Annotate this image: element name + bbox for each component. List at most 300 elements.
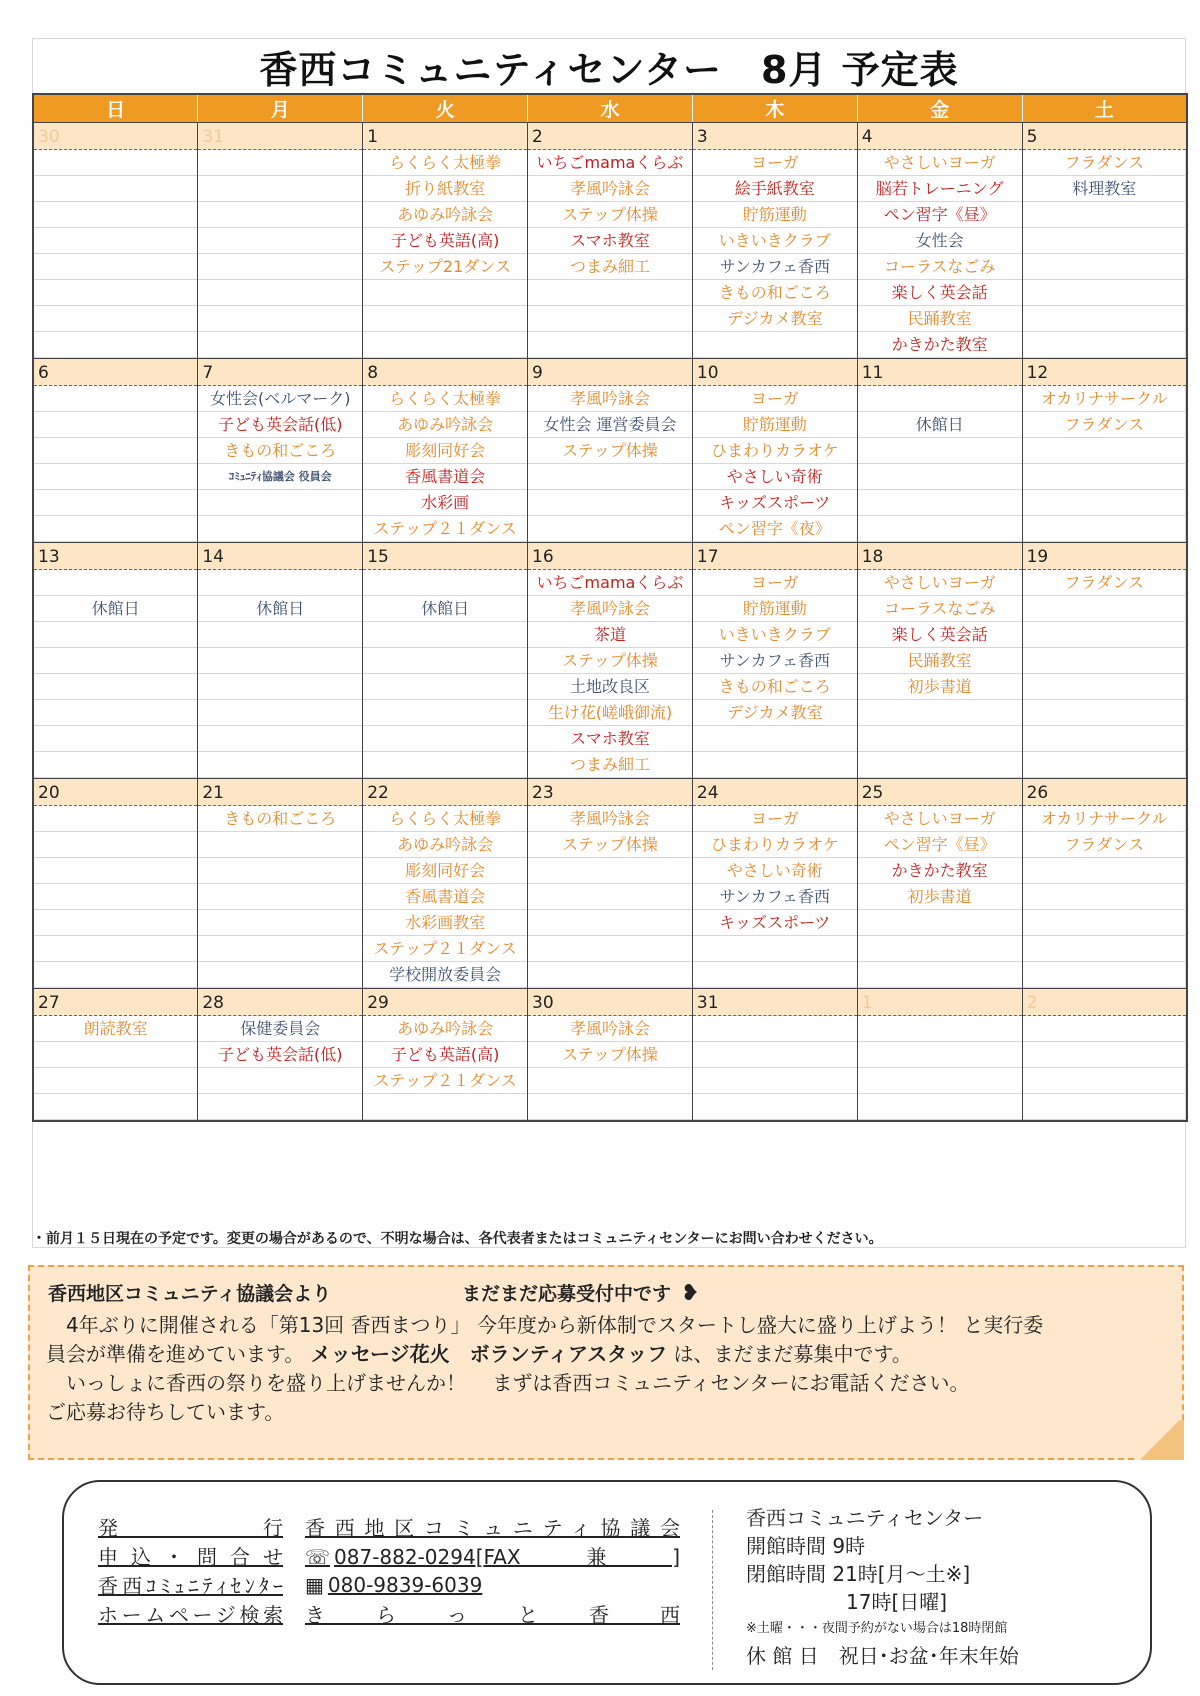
- event-item: きもの和ごころ: [224, 809, 337, 828]
- event-item: 絵手紙教室: [734, 179, 815, 198]
- empty-slot: [34, 412, 197, 438]
- empty-slot: [1023, 202, 1186, 228]
- event-item: 生け花(嵯峨御流): [547, 703, 673, 722]
- empty-slot: [858, 910, 1022, 936]
- phone-icon: ☏: [305, 1545, 331, 1569]
- event-item: 孝風吟詠会: [569, 179, 650, 198]
- event-item: いきいきクラブ: [718, 625, 831, 644]
- event-item: 休館日: [91, 599, 140, 618]
- day-cell: [1022, 542, 1187, 778]
- weekday-sat: 土: [1022, 94, 1187, 122]
- event-item: キッズスポーツ: [719, 493, 831, 512]
- empty-slot: [1023, 516, 1186, 542]
- empty-slot: [198, 858, 362, 884]
- empty-slot: [363, 726, 527, 752]
- event-item: つまみ細工: [569, 257, 650, 276]
- event-item: いきいきクラブ: [718, 231, 831, 250]
- empty-slot: [34, 1094, 197, 1120]
- empty-slot: [858, 752, 1022, 778]
- event-list: [1023, 570, 1186, 778]
- event-item: やさしいヨーガ: [883, 573, 996, 592]
- week-row: [33, 778, 1187, 988]
- page-curl-decoration: [1136, 1420, 1184, 1460]
- day-cell: [857, 988, 1022, 1121]
- event-item: 孝風吟詠会: [569, 809, 650, 828]
- day-cell: [692, 988, 857, 1121]
- day-number: 21: [198, 778, 362, 806]
- event-item: デジカメ教室: [726, 703, 823, 722]
- empty-slot: [34, 570, 197, 596]
- heart-icon: ❥: [681, 1281, 700, 1306]
- event-item: 彫刻同好会: [405, 441, 486, 460]
- event-item: 初歩書道: [907, 677, 972, 696]
- day-number: 11: [858, 358, 1022, 386]
- event-item: ステップ２１ダンス: [373, 1071, 517, 1090]
- empty-slot: [858, 490, 1022, 516]
- empty-slot: [363, 570, 527, 596]
- day-number: 3: [693, 122, 857, 150]
- empty-slot: [34, 438, 197, 464]
- day-cell: [33, 542, 198, 778]
- empty-slot: [34, 228, 197, 254]
- homepage-value[interactable]: きらっと香西: [305, 1603, 680, 1627]
- event-list: [198, 150, 362, 358]
- event-list: [693, 150, 857, 358]
- event-item: 子ども英語(高): [390, 1045, 500, 1064]
- empty-slot: [528, 1094, 692, 1120]
- empty-slot: [363, 280, 527, 306]
- day-cell: [1022, 358, 1187, 542]
- event-item: らくらく太極拳: [389, 389, 502, 408]
- empty-slot: [34, 386, 197, 412]
- event-list: [528, 570, 692, 778]
- empty-slot: [198, 280, 362, 306]
- event-item: 子ども英会話(低): [218, 415, 343, 434]
- empty-slot: [198, 254, 362, 280]
- empty-slot: [34, 884, 197, 910]
- event-item: ステップ２１ダンス: [373, 519, 517, 538]
- event-item: ステップ体操: [562, 205, 658, 224]
- publisher-value: 香西地区コミュニティ協議会: [305, 1516, 680, 1540]
- empty-slot: [693, 1068, 857, 1094]
- center-label: 香西ｺﾐｭﾆﾃｨｾﾝﾀｰ: [98, 1574, 283, 1598]
- event-item: 貯筋運動: [742, 599, 807, 618]
- day-number: 1: [858, 988, 1022, 1016]
- empty-slot: [858, 726, 1022, 752]
- empty-slot: [528, 858, 692, 884]
- weekday-tue: 火: [363, 94, 528, 122]
- day-cell: [528, 778, 693, 988]
- event-item: フラダンス: [1064, 573, 1144, 592]
- empty-slot: [363, 752, 527, 778]
- event-item: あゆみ吟詠会: [397, 1019, 494, 1038]
- event-list: [858, 570, 1022, 778]
- notice-subheading-text: まだまだ応募受付中です: [462, 1283, 672, 1305]
- day-number: 26: [1023, 778, 1186, 806]
- event-list: [693, 806, 857, 988]
- day-cell: [692, 778, 857, 988]
- event-item: 女性会: [915, 231, 964, 250]
- event-list: [528, 806, 692, 988]
- empty-slot: [363, 306, 527, 332]
- day-cell: [198, 358, 363, 542]
- publisher-row: [98, 1512, 680, 1541]
- closing-time-sunday: 17時[日曜]: [846, 1590, 948, 1614]
- event-item: コーラスなごみ: [883, 599, 996, 618]
- mobile-row: [98, 1570, 680, 1599]
- event-item: 休館日: [915, 415, 964, 434]
- mobile-value-wrap: [305, 1573, 680, 1597]
- empty-slot: [1023, 254, 1186, 280]
- week-row: [33, 358, 1187, 542]
- event-item: 子ども英会話(低): [218, 1045, 343, 1064]
- weekday-sun: 日: [33, 94, 198, 122]
- day-cell: [857, 542, 1022, 778]
- day-cell: [857, 122, 1022, 358]
- empty-slot: [198, 962, 362, 988]
- event-list: [1023, 150, 1186, 358]
- day-number: 16: [528, 542, 692, 570]
- event-list: [198, 570, 362, 778]
- event-item: 女性会 運営委員会: [543, 415, 677, 434]
- event-list: [1023, 1016, 1186, 1120]
- empty-slot: [693, 1016, 857, 1042]
- empty-slot: [1023, 622, 1186, 648]
- empty-slot: [363, 1094, 527, 1120]
- day-cell: [528, 122, 693, 358]
- event-item: 香風書道会: [405, 467, 486, 486]
- empty-slot: [198, 674, 362, 700]
- day-cell: [857, 358, 1022, 542]
- event-list: [528, 1016, 692, 1120]
- event-list: [198, 386, 362, 542]
- empty-slot: [858, 1016, 1022, 1042]
- mobile-phone-icon: ▦: [305, 1572, 324, 1597]
- day-number: 2: [1023, 988, 1186, 1016]
- empty-slot: [198, 176, 362, 202]
- empty-slot: [34, 622, 197, 648]
- event-item: 民踊教室: [907, 651, 972, 670]
- empty-slot: [693, 332, 857, 358]
- event-item: あゆみ吟詠会: [397, 205, 494, 224]
- event-item: デジカメ教室: [726, 309, 823, 328]
- empty-slot: [198, 622, 362, 648]
- day-cell: [363, 358, 528, 542]
- notice-subheading: [462, 1279, 699, 1306]
- saturday-note: ※土曜・・・夜間予約がない場合は18時閉館: [746, 1621, 1008, 1636]
- notice-heading: 香西地区コミュニティ協議会より: [48, 1283, 332, 1305]
- event-list: [363, 806, 527, 988]
- day-cell: [33, 988, 198, 1121]
- empty-slot: [34, 1068, 197, 1094]
- notice-line-4: ご応募お待ちしています。: [46, 1400, 285, 1424]
- day-number: 9: [528, 358, 692, 386]
- event-item: 初歩書道: [907, 887, 972, 906]
- empty-slot: [528, 306, 692, 332]
- empty-slot: [1023, 306, 1186, 332]
- day-cell: [33, 358, 198, 542]
- day-number: 15: [363, 542, 527, 570]
- empty-slot: [34, 936, 197, 962]
- event-item: 楽しく英会話: [891, 625, 988, 644]
- opening-time: 開館時間 9時: [746, 1534, 866, 1558]
- phone-value-wrap: [305, 1541, 680, 1570]
- empty-slot: [34, 962, 197, 988]
- empty-slot: [363, 674, 527, 700]
- day-cell: [198, 122, 363, 358]
- day-cell: [198, 542, 363, 778]
- empty-slot: [858, 1042, 1022, 1068]
- footer-contact: [98, 1512, 680, 1628]
- empty-slot: [198, 570, 362, 596]
- empty-slot: [198, 752, 362, 778]
- event-item: ヨーガ: [750, 573, 799, 592]
- event-item: やさしいヨーガ: [883, 153, 996, 172]
- week-row: [33, 122, 1187, 358]
- event-list: [363, 570, 527, 778]
- event-item: きもの和ごころ: [224, 441, 337, 460]
- closed-days: 休 館 日 祝日･お盆･年末年始: [746, 1644, 1019, 1668]
- notice-line-2: [46, 1340, 1156, 1369]
- empty-slot: [34, 1042, 197, 1068]
- event-item: 脳若トレーニング: [875, 179, 1004, 198]
- empty-slot: [1023, 674, 1186, 700]
- day-number: 6: [34, 358, 197, 386]
- event-item: 香風書道会: [405, 887, 486, 906]
- event-item: あゆみ吟詠会: [397, 835, 494, 854]
- empty-slot: [198, 648, 362, 674]
- day-number: 30: [34, 122, 197, 150]
- event-item: ひまわりカラオケ: [710, 835, 839, 854]
- event-item: 水彩画教室: [405, 913, 486, 932]
- empty-slot: [198, 1068, 362, 1094]
- empty-slot: [858, 700, 1022, 726]
- event-item: あゆみ吟詠会: [397, 415, 494, 434]
- notice-box: [28, 1265, 1184, 1460]
- event-item: 水彩画: [421, 493, 470, 512]
- day-cell: [528, 988, 693, 1121]
- event-item: かきかた教室: [891, 335, 988, 354]
- event-item: 朗読教室: [83, 1019, 148, 1038]
- empty-slot: [1023, 858, 1186, 884]
- empty-slot: [693, 1042, 857, 1068]
- day-number: 24: [693, 778, 857, 806]
- day-number: 20: [34, 778, 197, 806]
- event-item: いちごmamaくらぶ: [536, 573, 684, 592]
- event-list: [528, 386, 692, 542]
- event-item: やさしいヨーガ: [883, 809, 996, 828]
- empty-slot: [1023, 752, 1186, 778]
- event-item: オカリナサークル: [1040, 389, 1168, 408]
- empty-slot: [693, 726, 857, 752]
- day-cell: [1022, 122, 1187, 358]
- event-item: やさしい奇術: [726, 861, 823, 880]
- empty-slot: [198, 700, 362, 726]
- page-title: 香西コミュニティセンター 8月 予定表: [259, 48, 959, 92]
- day-number: 2: [528, 122, 692, 150]
- empty-slot: [1023, 1068, 1186, 1094]
- event-item: 孝風吟詠会: [569, 389, 650, 408]
- empty-slot: [34, 332, 197, 358]
- empty-slot: [198, 1094, 362, 1120]
- day-cell: [363, 988, 528, 1121]
- empty-slot: [34, 464, 197, 490]
- phone-label: 申込・問合せ: [98, 1545, 283, 1569]
- event-item: 休館日: [256, 599, 305, 618]
- event-list: [198, 1016, 362, 1120]
- empty-slot: [858, 936, 1022, 962]
- empty-slot: [1023, 596, 1186, 622]
- empty-slot: [528, 490, 692, 516]
- empty-slot: [858, 1068, 1022, 1094]
- empty-slot: [34, 490, 197, 516]
- event-item: きもの和ごころ: [718, 283, 831, 302]
- empty-slot: [34, 674, 197, 700]
- event-item: ひまわりカラオケ: [710, 441, 839, 460]
- event-list: [1023, 806, 1186, 988]
- event-list: [1023, 386, 1186, 542]
- empty-slot: [34, 832, 197, 858]
- event-list: [363, 1016, 527, 1120]
- event-list: [528, 150, 692, 358]
- notice-body: [46, 1311, 1156, 1427]
- empty-slot: [198, 884, 362, 910]
- event-list: [858, 150, 1022, 358]
- empty-slot: [858, 1094, 1022, 1120]
- empty-slot: [34, 700, 197, 726]
- empty-slot: [1023, 332, 1186, 358]
- day-cell: [528, 542, 693, 778]
- notice-line-2-start: 員会が準備を進めています。: [46, 1342, 311, 1366]
- day-cell: [363, 542, 528, 778]
- empty-slot: [34, 910, 197, 936]
- empty-slot: [1023, 228, 1186, 254]
- event-item: ペン習字《昼》: [883, 835, 996, 854]
- event-item: つまみ細工: [569, 755, 650, 774]
- event-list: [693, 386, 857, 542]
- event-item: 土地改良区: [569, 677, 650, 696]
- event-list: [34, 386, 197, 542]
- event-item: サンカフェ香西: [719, 257, 830, 276]
- empty-slot: [198, 910, 362, 936]
- event-item: 保健委員会: [240, 1019, 321, 1038]
- event-item: オカリナサークル: [1040, 809, 1168, 828]
- event-item: ステップ２１ダンス: [373, 939, 517, 958]
- empty-slot: [858, 516, 1022, 542]
- event-item: ｺﾐｭﾆﾃｨ協議会 役員会: [228, 470, 332, 483]
- empty-slot: [693, 962, 857, 988]
- day-number: 22: [363, 778, 527, 806]
- event-item: 料理教室: [1072, 179, 1137, 198]
- event-list: [198, 806, 362, 988]
- footer-hours: [746, 1504, 1019, 1670]
- homepage-label: ホームページ検索: [98, 1603, 283, 1627]
- event-item: いちごmamaくらぶ: [536, 153, 684, 172]
- empty-slot: [1023, 648, 1186, 674]
- day-number: 23: [528, 778, 692, 806]
- empty-slot: [1023, 726, 1186, 752]
- empty-slot: [858, 962, 1022, 988]
- empty-slot: [198, 516, 362, 542]
- event-list: [363, 150, 527, 358]
- empty-slot: [693, 752, 857, 778]
- event-item: フラダンス: [1064, 153, 1144, 172]
- closing-time-weekday: 閉館時間 21時[月～土※]: [746, 1562, 971, 1586]
- empty-slot: [363, 622, 527, 648]
- event-item: フラダンス: [1064, 835, 1144, 854]
- day-cell: [692, 542, 857, 778]
- day-number: 5: [1023, 122, 1186, 150]
- footer-divider: [712, 1510, 713, 1670]
- event-item: 女性会(ベルマーク): [210, 389, 351, 408]
- empty-slot: [1023, 910, 1186, 936]
- empty-slot: [528, 280, 692, 306]
- day-cell: [198, 778, 363, 988]
- empty-slot: [1023, 962, 1186, 988]
- event-item: やさしい奇術: [726, 467, 823, 486]
- day-number: 4: [858, 122, 1022, 150]
- day-number: 25: [858, 778, 1022, 806]
- empty-slot: [528, 1068, 692, 1094]
- day-cell: [198, 988, 363, 1121]
- day-number: 29: [363, 988, 527, 1016]
- empty-slot: [198, 832, 362, 858]
- empty-slot: [34, 806, 197, 832]
- weekday-header-row: [33, 94, 1187, 122]
- day-number: 27: [34, 988, 197, 1016]
- day-number: 14: [198, 542, 362, 570]
- event-list: [34, 1016, 197, 1120]
- empty-slot: [198, 228, 362, 254]
- empty-slot: [198, 150, 362, 176]
- empty-slot: [693, 1094, 857, 1120]
- mobile-value[interactable]: 080-9839-6039: [327, 1572, 483, 1597]
- event-item: サンカフェ香西: [719, 887, 830, 906]
- week-row: [33, 988, 1187, 1121]
- empty-slot: [34, 150, 197, 176]
- event-item: ヨーガ: [750, 389, 799, 408]
- day-number: 8: [363, 358, 527, 386]
- event-item: 楽しく英会話: [891, 283, 988, 302]
- day-number: 28: [198, 988, 362, 1016]
- day-number: 18: [858, 542, 1022, 570]
- empty-slot: [528, 464, 692, 490]
- center-name: 香西コミュニティセンター: [746, 1506, 984, 1530]
- phone-value[interactable]: 087-882-0294[FAX兼]: [334, 1545, 680, 1569]
- weekday-thu: 木: [692, 94, 857, 122]
- empty-slot: [198, 306, 362, 332]
- event-item: ステップ体操: [562, 1045, 658, 1064]
- event-item: 子ども英語(高): [390, 231, 500, 250]
- event-item: ステップ体操: [562, 835, 658, 854]
- event-list: [34, 150, 197, 358]
- event-item: サンカフェ香西: [719, 651, 830, 670]
- empty-slot: [528, 936, 692, 962]
- schedule-note: ・前月１５日現在の予定です。変更の場合があるので、不明な場合は、各代表者またはコミュニティセンターにお問い合わせください。: [32, 1231, 883, 1247]
- notice-line-1: 4年ぶりに開催される「第13回 香西まつり」 今年度から新体制でスタートし盛大に盛り上げよう！ と実行委: [46, 1313, 1044, 1337]
- event-item: ペン習字《夜》: [718, 519, 831, 538]
- empty-slot: [1023, 1094, 1186, 1120]
- event-item: スマホ教室: [570, 729, 650, 748]
- empty-slot: [1023, 464, 1186, 490]
- empty-slot: [34, 176, 197, 202]
- event-item: 茶道: [593, 625, 626, 644]
- day-cell: [33, 778, 198, 988]
- day-number: 17: [693, 542, 857, 570]
- empty-slot: [198, 726, 362, 752]
- empty-slot: [1023, 1016, 1186, 1042]
- footer-box: [62, 1480, 1152, 1685]
